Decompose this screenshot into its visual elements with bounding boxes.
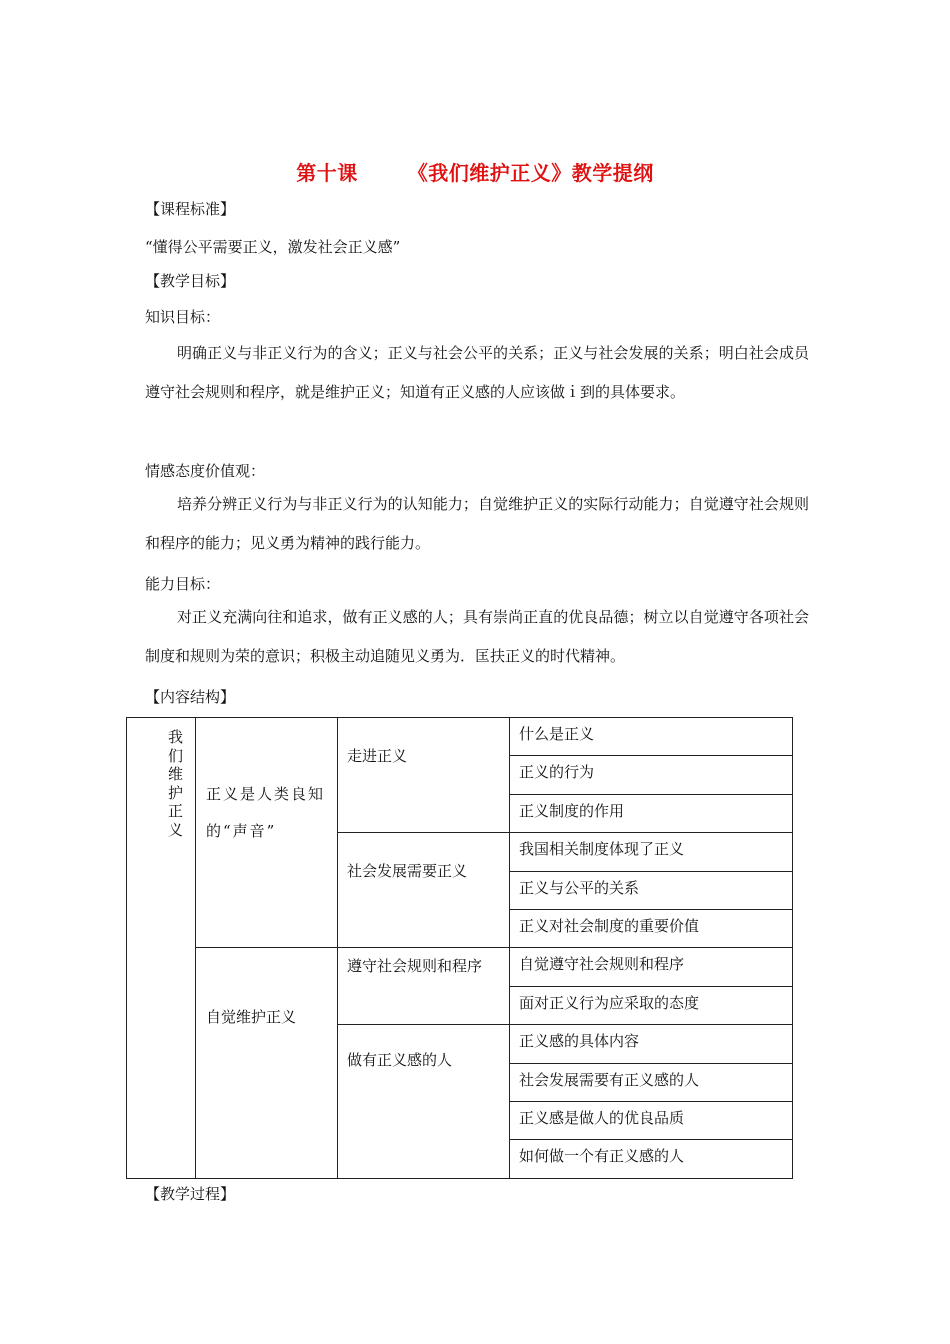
lesson-title: 《我们维护正义》教学提纲 [407, 161, 654, 185]
section-heading-process: 【教学过程】 [145, 1185, 236, 1203]
leaf-item: 正义的行为 [510, 756, 793, 794]
leaf-item: 正义与公平的关系 [510, 871, 793, 909]
emotion-goal-label: 情感态度价值观： [145, 462, 266, 480]
branch-label: 自觉维护正义 [206, 1008, 297, 1027]
section-heading-structure: 【内容结构】 [145, 688, 236, 706]
group-label: 做有正义感的人 [347, 1051, 453, 1070]
leaf-item: 如何做一个有正义感的人 [510, 1140, 793, 1179]
group-cell [338, 833, 510, 948]
group-cell [338, 718, 510, 833]
leaf-item: 自觉遵守社会规则和程序 [510, 948, 793, 986]
branch-label: 正义是人类良知的“声音” [206, 785, 326, 840]
group-cell [338, 1025, 510, 1179]
leaf-item: 什么是正义 [510, 718, 793, 756]
leaf-item: 正义感的具体内容 [510, 1025, 793, 1063]
group-cell [338, 948, 510, 1025]
group-label: 走进正义 [347, 747, 408, 765]
group-label: 遵守社会规则和程序 [347, 957, 483, 976]
section-heading-goals: 【教学目标】 [145, 272, 236, 290]
ability-goal-text: 对正义充满向往和追求，做有正义感的人；具有崇尚正直的优良品德；树立以自觉遵守各项社会制度和规则为荣的意识；积极主动追随见义勇为．匡扶正义的时代精神。 [145, 608, 809, 665]
standard-quote: “懂得公平需要正义，激发社会正义感” [145, 238, 401, 256]
ability-goal-label: 能力目标： [145, 575, 221, 593]
branch-cell [196, 948, 338, 1179]
lesson-number: 第十课 [296, 161, 358, 185]
knowledge-goal-text: 明确正义与非正义行为的含义；正义与社会公平的关系；正义与社会发展的关系；明白社会成员遵守社会规则和程序，就是维护正义；知道有正义感的人应该做ｉ到的具体要求。 [145, 344, 809, 401]
structure-root-cell [127, 718, 196, 1179]
emotion-goal-text: 培养分辨正义行为与非正义行为的认知能力；自觉维护正义的实际行动能力；自觉遵守社会规则和程序的能力；见义勇为精神的践行能力。 [145, 495, 809, 552]
leaf-item: 正义对社会制度的重要价值 [510, 910, 793, 948]
branch-cell [196, 718, 338, 948]
leaf-item: 我国相关制度体现了正义 [510, 833, 793, 871]
leaf-item: 正义感是做人的优良品质 [510, 1102, 793, 1140]
leaf-item: 社会发展需要有正义感的人 [510, 1063, 793, 1101]
content-structure-table [126, 717, 793, 1179]
group-label: 社会发展需要正义 [347, 862, 468, 881]
document-title [0, 157, 950, 186]
knowledge-goal-label: 知识目标： [145, 308, 221, 326]
section-heading-standard: 【课程标准】 [145, 200, 236, 218]
leaf-item: 正义制度的作用 [510, 794, 793, 832]
structure-root-label: 我们维护正义 [168, 728, 184, 839]
leaf-item: 面对正义行为应采取的态度 [510, 986, 793, 1024]
